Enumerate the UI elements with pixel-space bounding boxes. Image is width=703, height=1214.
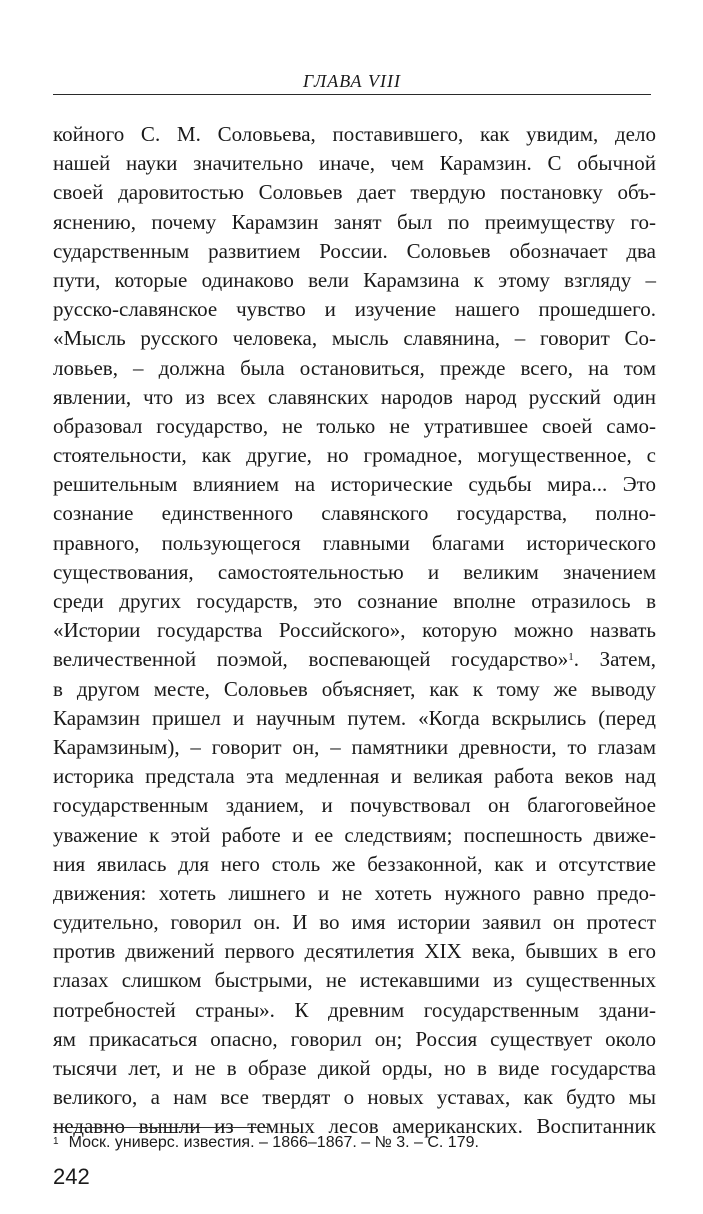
text-line: ям прикасаться опасно, говорил он; Россия существует около xyxy=(53,1026,656,1051)
text-line: тысячи лет, и не в образе дикой орды, но в виде государства xyxy=(53,1056,656,1080)
text-line: против движений первого десятилетия XIX века, бывших в его xyxy=(53,939,656,964)
text-line: ния явилась для него столь же беззаконной, как и отсутствие xyxy=(53,851,656,876)
text-line: «Истории государства Российского», которую можно назвать xyxy=(53,618,656,643)
running-header xyxy=(53,70,651,95)
footnote-divider xyxy=(53,1127,268,1128)
text-line: в другом месте, Соловьев объясняет, как к тому же выводу xyxy=(53,676,656,701)
text-line: решительным влиянием на исторические судьбы мира... Это xyxy=(53,472,656,497)
text-line: образовал государство, не только не утратившее своей само- xyxy=(53,413,656,438)
text-line: стоятельности, как другие, но громадное, могущественное, с xyxy=(53,443,656,468)
text-line: пути, которые одинаково вели Карамзина к этому взгляду – xyxy=(53,267,656,292)
footnote-reference[interactable]: 1 xyxy=(568,651,574,664)
text-line: недавно вышли из темных лесов американских. Воспитанник xyxy=(53,1114,656,1139)
text-line: Карамзин пришел и научным путем. «Когда вскрылись (перед xyxy=(53,705,656,730)
text-line: уважение к этой работе и ее следствиям; поспешность движе- xyxy=(53,822,656,847)
text-line: койного С. М. Соловьева, поставившего, как увидим, дело xyxy=(53,122,656,146)
running-title: ГЛАВА VIII xyxy=(303,71,401,91)
text-line: правного, пользующегося главными благами исторического xyxy=(53,530,656,555)
page-number: 242 xyxy=(53,1164,90,1189)
text-line: существования, самостоятельностью и великим значением xyxy=(53,559,656,584)
text-line: нашей науки значительно иначе, чем Карамзин. С обычной xyxy=(53,151,656,176)
text-line: великого, а нам все твердят о новых уставах, как будто мы xyxy=(53,1085,656,1110)
text-line: судительно, говорил он. И во имя истории заявил он протест xyxy=(53,910,656,935)
text-line: среди других государств, это сознание вполне отразилось в xyxy=(53,589,656,613)
body-text xyxy=(53,120,656,1142)
text-line: сознание единственного славянского государства, полно- xyxy=(53,501,656,526)
text-line: движения: хотеть лишнего и не хотеть нужного равно предо- xyxy=(53,880,656,905)
text-line: государственным зданием, и почувствовал он благоговейное xyxy=(53,793,656,818)
text-line: русско-славянское чувство и изучение нашего прошедшего. xyxy=(53,297,656,322)
text-line-with-footnote-ref xyxy=(53,645,656,674)
footnote xyxy=(53,1133,479,1153)
text-line: историка предстала эта медленная и великая работа веков над xyxy=(53,764,656,789)
text-line: сударственным развитием России. Соловьев обозначает два xyxy=(53,238,656,263)
text-line: яснению, почему Карамзин занят был по преимуществу го- xyxy=(53,209,656,234)
text-segment: величественной поэмой, воспевающей государство» xyxy=(53,647,569,672)
footnote-number: 1 xyxy=(53,1136,59,1147)
text-line: «Мысль русского человека, мысль славянина, – говорит Со- xyxy=(53,326,656,351)
text-line: Карамзиным), – говорит он, – памятники древности, то глазам xyxy=(53,734,656,759)
text-line: потребностей страны». К древним государственным здани- xyxy=(53,997,656,1022)
text-line: глазах слишком быстрыми, не истекавшими из существенных xyxy=(53,968,656,993)
footnote-text: Моск. универс. известия. – 1866–1867. – № 3. – С. 179. xyxy=(68,1134,479,1151)
text-line: своей даровитостью Соловьев дает твердую постановку объ- xyxy=(53,180,656,205)
text-line: ловьев, – должна была остановиться, прежде всего, на том xyxy=(53,355,656,380)
text-line: явлении, что из всех славянских народов народ русский один xyxy=(53,384,656,409)
text-segment: . Затем, xyxy=(573,647,656,672)
